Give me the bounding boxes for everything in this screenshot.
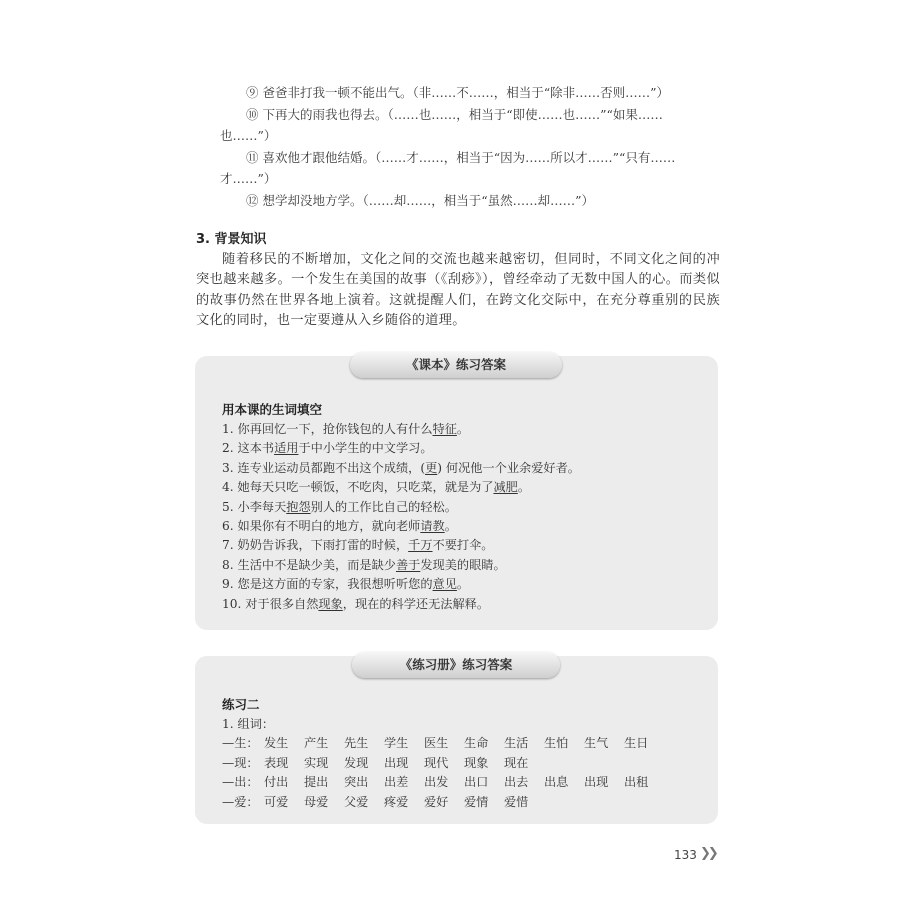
double-chevron-right-icon: ❯❯	[700, 846, 716, 861]
answer-text: 1. 你再回忆一下，抢你钱包的人有什么	[222, 422, 433, 436]
word-group-row	[222, 793, 664, 812]
word: 爱惜	[504, 794, 529, 809]
word: 现代	[424, 755, 449, 770]
word: 提出	[304, 775, 329, 790]
word: 出租	[624, 775, 649, 790]
grammar-note-11-cont: 才……”）	[220, 171, 277, 186]
word: 医生	[424, 736, 449, 751]
word: 生命	[464, 736, 489, 751]
word: 出差	[384, 775, 409, 790]
answer-item	[222, 439, 580, 458]
answer-text: 4. 她每天只吃一顿饭，不吃肉，只吃菜，就是为了	[222, 480, 494, 495]
answer-word: 更	[425, 460, 438, 475]
word: 出息	[544, 775, 569, 790]
answer-text: 9. 您是这方面的专家，我很想听听您的	[222, 577, 433, 592]
grammar-note-10-cont: 也……”）	[220, 128, 277, 143]
answer-text: 6. 如果你有不明白的地方，就向老师	[222, 519, 421, 534]
answer-word: 抱怨	[286, 499, 311, 514]
answer-text: ，现在的科学还无法解释。	[342, 596, 490, 611]
answer-item	[222, 498, 580, 517]
word: 表现	[264, 755, 289, 770]
answer-word: 千万	[408, 538, 433, 553]
workbook-answers-box	[195, 656, 718, 824]
answer-word: 请教	[420, 519, 445, 534]
grammar-notes	[220, 82, 740, 211]
answer-item	[222, 595, 580, 614]
word: 爱情	[464, 794, 489, 809]
word: 出现	[584, 775, 609, 790]
word-group-row	[222, 734, 664, 753]
answer-text: 于中小学生的中文学习。	[298, 441, 433, 456]
answer-text: 7. 奶奶告诉我，下雨打雷的时候，	[222, 538, 409, 553]
answer-text: 2. 这本书	[222, 441, 275, 456]
textbook-answers-tab: 《课本》练习答案	[350, 352, 562, 378]
word-group-row	[222, 773, 664, 792]
answer-text: 发现美的眼睛。	[420, 557, 506, 572]
word-groups	[222, 734, 664, 812]
section-title: 3. 背景知识	[196, 232, 267, 247]
answer-word: 特征	[432, 422, 457, 436]
item-label: 1. 组词：	[222, 717, 275, 731]
textbook-answers-box	[195, 356, 718, 630]
word: 出发	[424, 775, 449, 790]
answer-item	[222, 478, 580, 497]
word: 先生	[344, 736, 369, 751]
section-body: 随着移民的不断增加，文化之间的交流也越来越密切，但同时，不同文化之间的冲突也越来越多。一个发生在美国的故事（《刮痧》），曾经牵动了无数中国人的心。而类似的故事仍然在世界各地上演着。这就提醒人们，在跨文化交际中，在充分尊重别的民族文化的同时，也一定要遵从入乡随俗的道理。	[196, 252, 720, 329]
answer-text: 3. 连专业运动员都跑不出这个成绩，(	[222, 460, 426, 475]
grammar-note-9: ⑨ 爸爸非打我一顿不能出气。（非……不……，相当于“除非……否则……”）	[246, 85, 670, 100]
answer-text: ) 何况他一个业余爱好者。	[437, 460, 580, 475]
word: 可爱	[264, 794, 289, 809]
answer-text: 。	[456, 422, 470, 436]
word: 学生	[384, 736, 409, 751]
grammar-note-11: ⑪ 喜欢他才跟他结婚。（……才……，相当于“因为……所以才……”“只有……	[246, 149, 676, 165]
word: 生怕	[544, 736, 569, 751]
exercise-subtitle: 用本课的生词填空	[222, 402, 323, 417]
answer-item	[222, 556, 580, 575]
answers-list	[222, 420, 580, 614]
word: 实现	[304, 755, 329, 770]
word: 父爱	[344, 794, 369, 809]
word: 出口	[464, 775, 489, 790]
word-group-prefix: —生：	[222, 736, 259, 751]
page-number: 133	[674, 848, 697, 862]
answer-word: 善于	[395, 557, 421, 572]
word: 付出	[264, 775, 289, 790]
answer-item	[222, 575, 580, 594]
grammar-note-10: ⑩ 下再大的雨我也得去。（……也……，相当于“即使……也……”“如果……	[246, 106, 663, 122]
answer-text: 。	[517, 480, 531, 495]
answer-item	[222, 459, 580, 478]
workbook-answers-content	[222, 695, 664, 812]
word-group-row	[222, 754, 664, 773]
answer-text: 别人的工作比自己的轻松。	[310, 499, 457, 514]
word-group-prefix: —爱：	[222, 794, 259, 809]
answer-word: 现象	[318, 596, 343, 611]
word: 生活	[504, 736, 529, 751]
answer-item	[222, 517, 580, 536]
word-group-prefix: —现：	[222, 755, 259, 770]
word: 突出	[344, 775, 369, 790]
word: 现象	[464, 755, 489, 770]
word: 产生	[304, 736, 329, 751]
answer-text: 。	[456, 577, 470, 592]
answer-word: 减肥	[493, 480, 518, 495]
answer-text: 8. 生活中不是缺少美，而是缺少	[222, 557, 396, 572]
word: 现在	[504, 755, 529, 770]
answer-word: 适用	[274, 441, 299, 456]
answer-text: 10. 对于很多自然	[222, 596, 319, 611]
word-group-prefix: —出：	[222, 775, 259, 790]
exercise-subtitle: 练习二	[222, 697, 260, 712]
word: 生气	[584, 736, 609, 751]
word: 母爱	[304, 794, 329, 809]
word: 生日	[624, 736, 649, 751]
answer-item	[222, 536, 580, 555]
textbook-answers-content	[222, 400, 580, 614]
answer-text: 。	[444, 519, 457, 534]
word: 发现	[344, 755, 369, 770]
answer-text: 不要打伞。	[432, 538, 494, 553]
word: 出去	[504, 775, 529, 790]
grammar-note-12: ⑫ 想学却没地方学。（……却……，相当于“虽然……却……”）	[246, 192, 595, 208]
word: 发生	[264, 736, 289, 751]
word: 爱好	[424, 794, 449, 809]
answer-text: 5. 小李每天	[222, 499, 287, 514]
workbook-answers-tab: 《练习册》练习答案	[352, 652, 560, 678]
answer-word: 意见	[432, 577, 457, 592]
answer-item	[222, 420, 580, 439]
word: 出现	[384, 755, 409, 770]
word: 疼爱	[384, 794, 409, 809]
background-section	[196, 230, 720, 332]
